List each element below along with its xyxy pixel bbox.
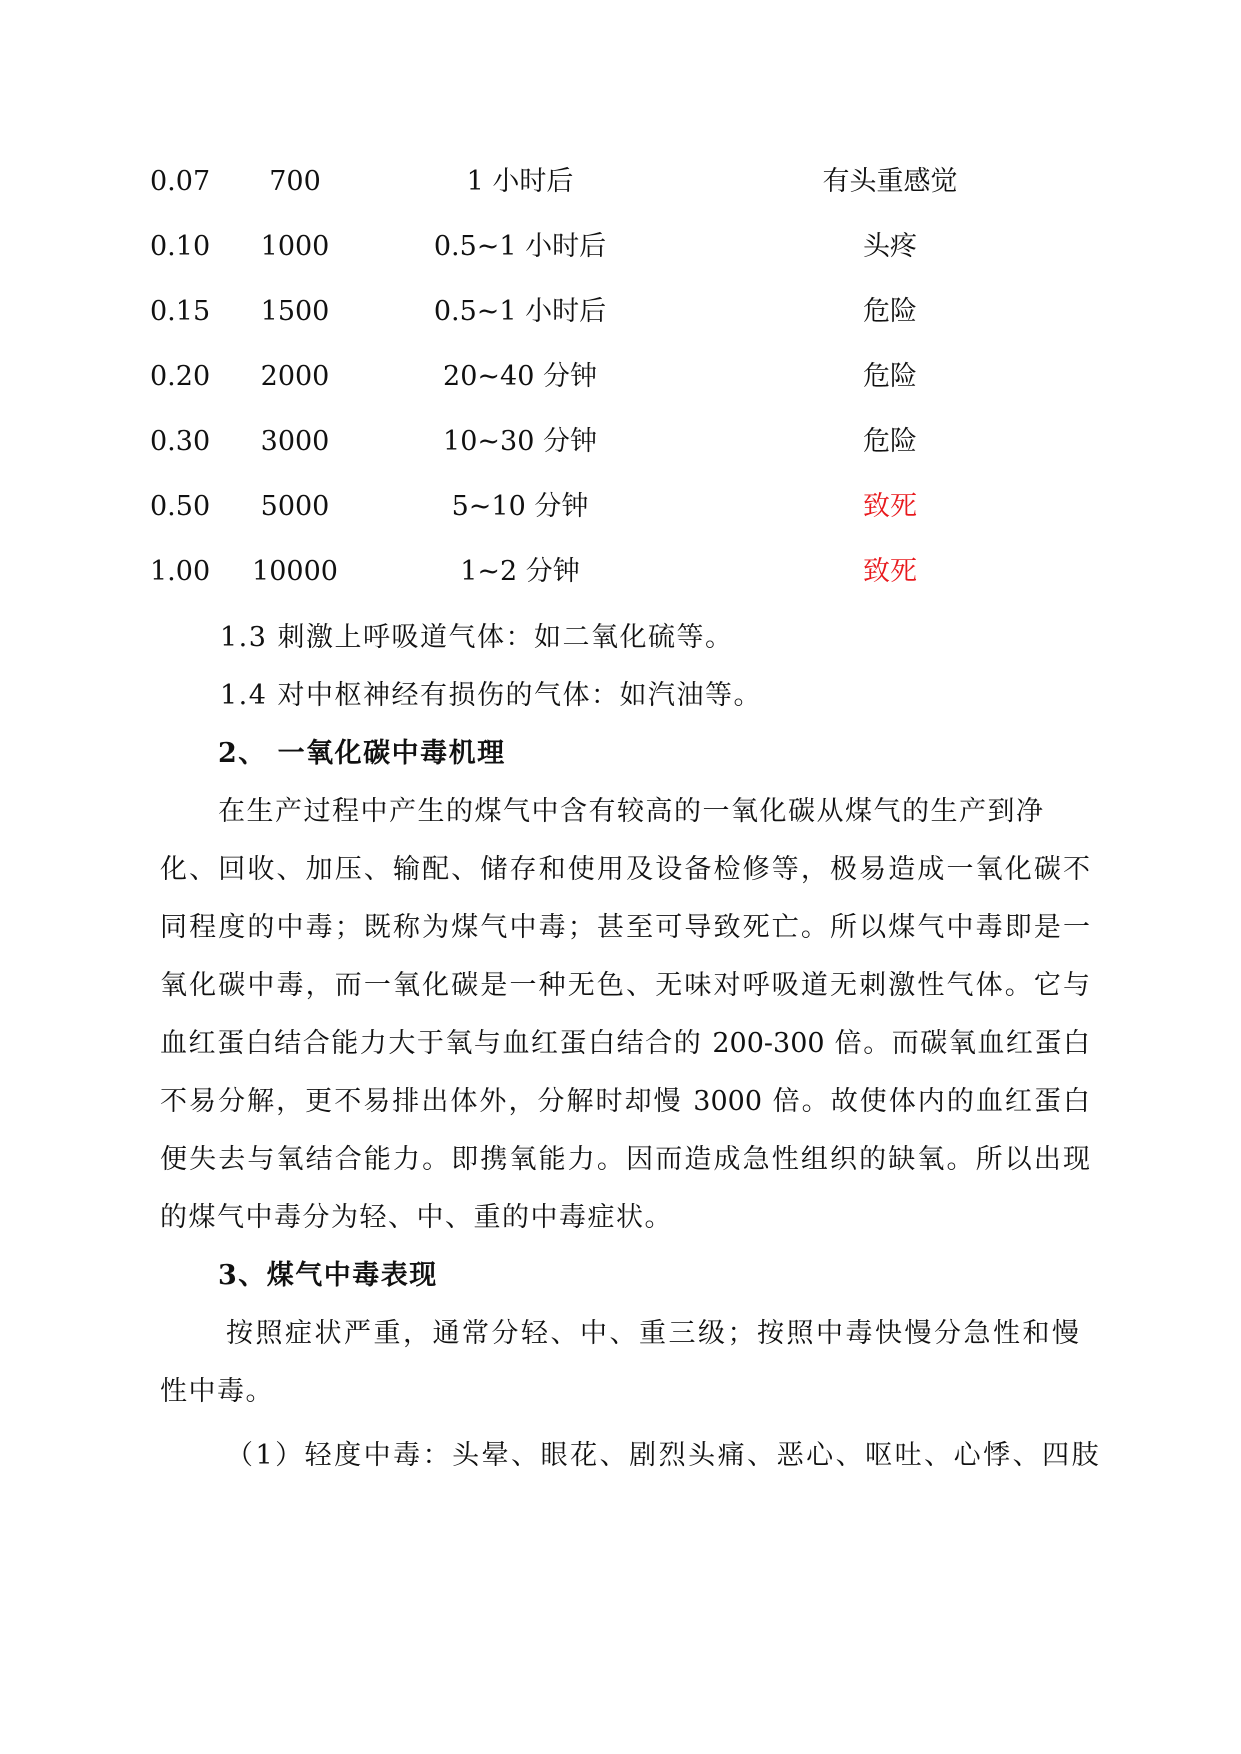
- section-2-paragraph-line: 的煤气中毒分为轻、中、重的中毒症状。: [160, 1202, 673, 1233]
- exposure-time-cell: 1 小时后: [466, 166, 574, 197]
- concentration-ppm-cell: 700: [269, 166, 321, 197]
- table-row: [0, 487, 1241, 527]
- section-2-paragraph-line: 血红蛋白结合能力大于氧与血红蛋白结合的 200-300 倍。而碳氧血红蛋白: [160, 1028, 1090, 1059]
- symptom-cell: 危险: [863, 426, 917, 457]
- exposure-time-cell: 5~10 分钟: [451, 491, 589, 522]
- section-2-paragraph-line: 不易分解，更不易排出体外，分解时却慢 3000 倍。故使体内的血红蛋白: [160, 1086, 1090, 1117]
- symptom-cell: 致死: [863, 556, 917, 587]
- symptom-cell: 致死: [863, 491, 917, 522]
- item-1-3: 1.3 刺激上呼吸道气体：如二氧化硫等。: [220, 622, 734, 653]
- section-2-paragraph-line: 在生产过程中产生的煤气中含有较高的一氧化碳从煤气的生产到净: [218, 796, 1045, 827]
- section-2-paragraph-line: 氧化碳中毒，而一氧化碳是一种无色、无味对呼吸道无刺激性气体。它与: [160, 970, 1090, 1001]
- table-row: [0, 552, 1241, 592]
- concentration-percent-cell: 0.50: [150, 491, 211, 522]
- concentration-percent-cell: 0.15: [150, 296, 211, 327]
- section-2-paragraph-line: 同程度的中毒；既称为煤气中毒；甚至可导致死亡。所以煤气中毒即是一: [160, 912, 1090, 943]
- concentration-ppm-cell: 1500: [260, 296, 330, 327]
- exposure-time-cell: 10~30 分钟: [443, 426, 597, 457]
- table-row: [0, 357, 1241, 397]
- item-1-4: 1.4 对中枢神经有损伤的气体：如汽油等。: [220, 680, 763, 711]
- exposure-time-cell: 0.5~1 小时后: [433, 296, 607, 327]
- table-row: [0, 162, 1241, 202]
- section-2-heading: 2、 一氧化碳中毒机理: [218, 738, 506, 769]
- table-row: [0, 227, 1241, 267]
- section-3-paragraph-line: 性中毒。: [160, 1376, 274, 1407]
- section-3-paragraph-line: 按照症状严重，通常分轻、中、重三级；按照中毒快慢分急性和慢: [226, 1318, 1082, 1349]
- exposure-time-cell: 0.5~1 小时后: [433, 231, 607, 262]
- concentration-percent-cell: 0.30: [150, 426, 211, 457]
- table-row: [0, 292, 1241, 332]
- exposure-time-cell: 1~2 分钟: [460, 556, 580, 587]
- symptom-cell: 有头重感觉: [822, 166, 958, 197]
- symptom-cell: 危险: [863, 361, 917, 392]
- section-3-heading: 3、煤气中毒表现: [218, 1260, 438, 1291]
- section-2-paragraph-line: 化、回收、加压、输配、储存和使用及设备检修等，极易造成一氧化碳不: [160, 854, 1090, 885]
- concentration-percent-cell: 0.07: [150, 166, 211, 197]
- section-2-paragraph-line: 便失去与氧结合能力。即携氧能力。因而造成急性组织的缺氧。所以出现: [160, 1144, 1090, 1175]
- symptom-cell: 头疼: [863, 231, 917, 262]
- concentration-ppm-cell: 2000: [260, 361, 330, 392]
- concentration-percent-cell: 1.00: [150, 556, 211, 587]
- concentration-percent-cell: 0.20: [150, 361, 211, 392]
- concentration-ppm-cell: 3000: [260, 426, 330, 457]
- symptom-cell: 危险: [863, 296, 917, 327]
- concentration-ppm-cell: 5000: [260, 491, 330, 522]
- table-row: [0, 422, 1241, 462]
- exposure-time-cell: 20~40 分钟: [443, 361, 597, 392]
- section-3-item-1: （1）轻度中毒：头晕、眼花、剧烈头痛、恶心、呕吐、心悸、四肢: [226, 1440, 1102, 1471]
- concentration-percent-cell: 0.10: [150, 231, 211, 262]
- concentration-ppm-cell: 1000: [260, 231, 330, 262]
- concentration-ppm-cell: 10000: [252, 556, 338, 587]
